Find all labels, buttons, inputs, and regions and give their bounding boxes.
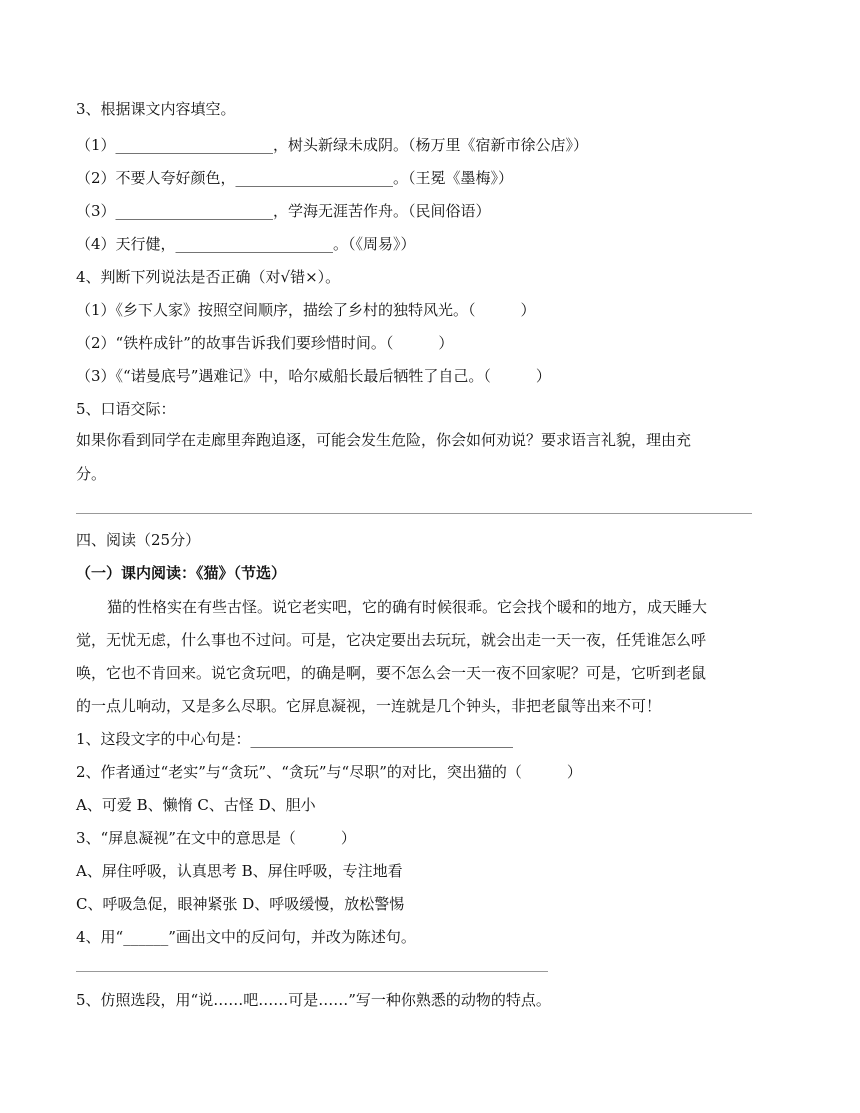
reading-q2: 2、作者通过“老实”与“贪玩”、“贪玩”与“尽职”的对比，突出猫的（ ） — [76, 763, 582, 781]
q4-heading: 4、判断下列说法是否正确（对√错×）。 — [76, 268, 341, 286]
reading-q3-options-2: C、呼吸急促，眼神紧张 D、呼吸缓慢，放松警惕 — [76, 895, 405, 913]
passage-line-1: 猫的性格实在有些古怪。说它老实吧，它的确有时候很乖。它会找个暖和的地方，成天睡大 — [107, 598, 708, 616]
reading-q4: 4、用“______”画出文中的反问句，并改为陈述句。 — [76, 928, 416, 946]
q3-item-4: （4）天行健，_____________________。（《周易》） — [76, 235, 416, 253]
q5-heading: 5、口语交际： — [76, 400, 176, 418]
reading-q5: 5、仿照选段，用“说……吧……可是……”写一种你熟悉的动物的特点。 — [76, 991, 551, 1009]
q3-item-1: （1）_____________________，树头新绿未成阴。（杨万里《宿新市徐公店》） — [76, 136, 589, 154]
q4-item-3: （3）《“诺曼底号”遇难记》中，哈尔威船长最后牺牲了自己。（ ） — [76, 367, 551, 385]
reading-q3-options-1: A、屏住呼吸，认真思考 B、屏住呼吸，专注地看 — [76, 862, 403, 880]
reading-q2-options: A、可爱 B、懒惰 C、古怪 D、胆小 — [76, 796, 316, 814]
reading-subheading: （一）课内阅读：《猫》（节选） — [76, 564, 287, 582]
q3-item-3: （3）_____________________，学海无涯苦作舟。（民间俗语） — [76, 202, 491, 220]
q3-item-2: （2）不要人夸好颜色，_____________________。（王冕《墨梅》） — [76, 169, 514, 187]
reading-q1: 1、这段文字的中心句是：___________________________________ — [76, 730, 514, 748]
q3-heading: 3、根据课文内容填空。 — [76, 100, 236, 118]
passage-line-3: 唤，它也不肯回来。说它贪玩吧，的确是啊，要不怎么会一天一夜不回家呢？可是，它听到老鼠 — [76, 664, 707, 682]
q4-item-2: （2）“铁杵成针”的故事告诉我们要珍惜时间。（ ） — [76, 334, 454, 352]
q5-line-1: 如果你看到同学在走廊里奔跑追逐，可能会发生危险，你会如何劝说？要求语言礼貌，理由充 — [76, 431, 692, 449]
passage-line-4: 的一点儿响动，又是多么尽职。它屏息凝视，一连就是几个钟头，非把老鼠等出来不可！ — [76, 697, 662, 715]
passage-line-2: 觉，无忧无虑，什么事也不过问。可是，它决定要出去玩玩，就会出走一天一夜，任凭谁怎么呼 — [76, 631, 707, 649]
answer-line — [76, 971, 548, 972]
reading-heading: 四、阅读（25分） — [76, 531, 201, 549]
q5-line-2: 分。 — [76, 465, 107, 483]
reading-q3: 3、“屏息凝视”在文中的意思是（ ） — [76, 829, 356, 847]
q4-item-1: （1）《乡下人家》按照空间顺序，描绘了乡村的独特风光。（ ） — [76, 301, 536, 319]
answer-line — [76, 513, 752, 514]
